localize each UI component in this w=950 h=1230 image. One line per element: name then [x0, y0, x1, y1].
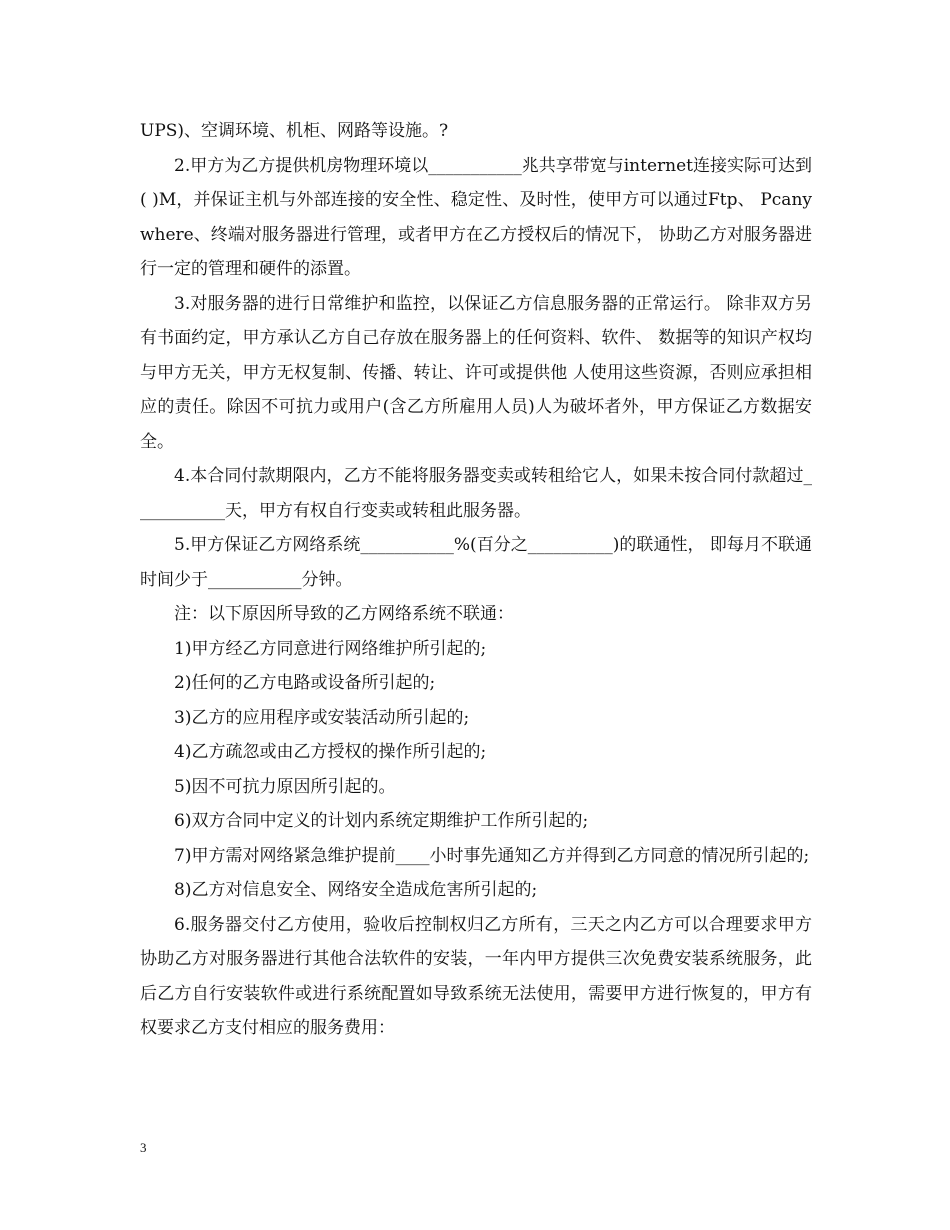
paragraph-clause-5: 5.甲方保证乙方网络系统___________%(百分之__________)的联通性， 即每月不联通时间少于___________分钟。	[140, 535, 812, 590]
paragraph-note: 注：以下原因所导致的乙方网络系统不联通：	[174, 604, 514, 624]
list-item: 5)因不可抗力原因所引起的。	[174, 776, 396, 797]
list-item: 3)乙方的应用程序或安装活动所引起的;	[174, 707, 470, 728]
paragraph-clause-6: 6.服务器交付乙方使用，验收后控制权归乙方所有，三天之内乙方可以合理要求甲方协助乙方对服务器进行其他合法软件的安装，一年内甲方提供三次免费安装系统服务，此后乙方自行安装软件或进行系统配置如导致系统无法使用，需要甲方进行恢复的，甲方有权要求乙方支付相应的服务费用：	[140, 914, 812, 1038]
paragraph-clause-2: 2.甲方为乙方提供机房物理环境以___________兆共享带宽与internet连接实际可达到( )M，并保证主机与外部连接的安全性、稳定性、及时性，使甲方可以通过Ftp、 Pcanywhere、终端对服务器进行管理，或者甲方在乙方授权后的情况下， 协助乙方对服务器进行一定的管理和硬件的添置。	[140, 155, 812, 279]
paragraph-clause-4: 4.本合同付款期限内，乙方不能将服务器变卖或转租给它人，如果未按合同付款超过___________天，甲方有权自行变卖或转租此服务器。	[140, 466, 812, 521]
list-item: 1)甲方经乙方同意进行网络维护所引起的;	[174, 638, 487, 659]
page-number: 3	[140, 1140, 147, 1155]
list-item: 4)乙方疏忽或由乙方授权的操作所引起的;	[174, 742, 487, 762]
list-item: 2)任何的乙方电路或设备所引起的;	[174, 673, 436, 693]
list-item: 6)双方合同中定义的计划内系统定期维护工作所引起的;	[174, 811, 589, 831]
paragraph-clause-3: 3.对服务器的进行日常维护和监控，以保证乙方信息服务器的正常运行。 除非双方另有书面约定，甲方承认乙方自己存放在服务器上的任何资料、软件、 数据等的知识产权均与甲方无关，甲方无权复制、传播、转让、许可或提供他 人使用这些资源，否则应承担相应的责任。除因不可抗力或用户(含乙方所雇用人员)人为破坏者外，甲方保证乙方数据安全。	[140, 293, 812, 452]
paragraph-ups-facilities: UPS)、空调环境、机柜、网路等设施。?	[140, 121, 449, 141]
list-item: 8)乙方对信息安全、网络安全造成危害所引起的;	[174, 880, 538, 900]
document-body	[140, 114, 812, 1046]
list-item: 7)甲方需对网络紧急维护提前____小时事先通知乙方并得到乙方同意的情况所引起的;	[174, 845, 810, 866]
